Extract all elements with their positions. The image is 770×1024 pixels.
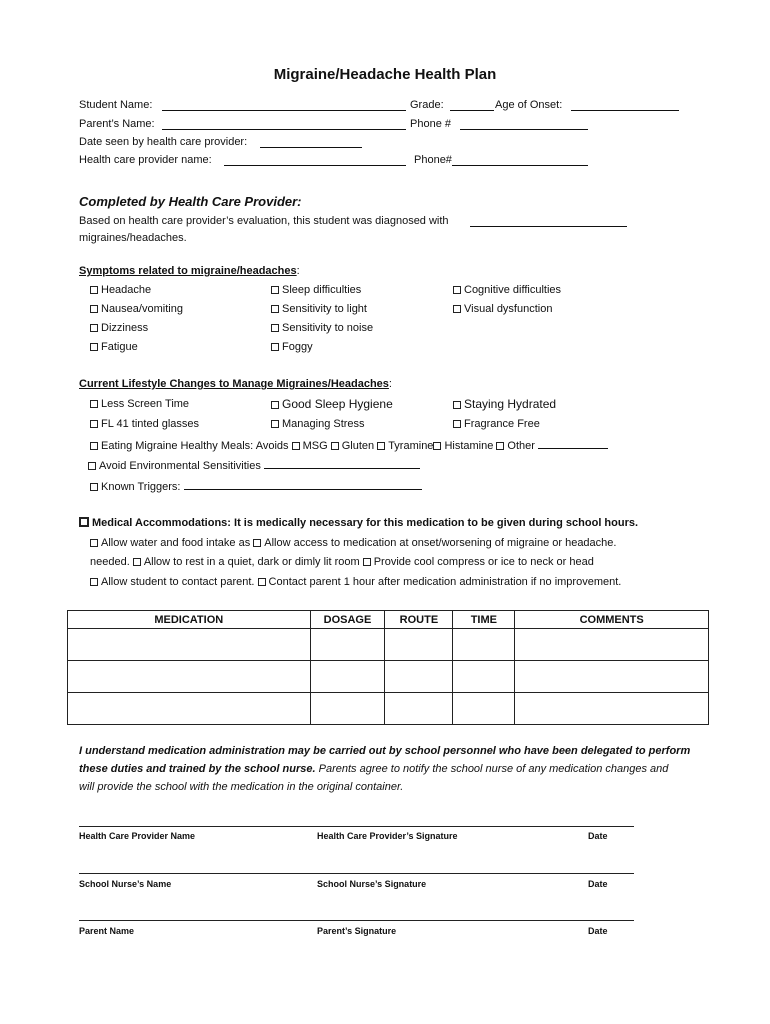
lifestyle-hydrated[interactable] <box>453 397 556 411</box>
checkbox-icon[interactable] <box>453 286 461 294</box>
diagnosis-text: Based on health care provider’s evaluation, this student was diagnosed with <box>79 215 449 227</box>
provider-signature-caption: Health Care Provider’s Signature <box>317 831 458 841</box>
table-cell[interactable] <box>310 693 385 725</box>
parent-date-caption: Date <box>588 926 608 936</box>
lifestyle-heading <box>79 378 392 390</box>
provider-section-heading: Completed by Health Care Provider: <box>79 194 302 209</box>
contact-hour-label: Contact parent 1 hour after medication administration if no improvement. <box>268 576 622 588</box>
nurse-signature-caption: School Nurse’s Signature <box>317 879 427 889</box>
table-row <box>68 629 709 661</box>
table-cell[interactable] <box>68 661 311 693</box>
nurse-date-caption: Date <box>588 879 608 889</box>
statement-normal: Parents agree to notify the school nurse of any medication changes and <box>315 763 669 775</box>
parents-name-field[interactable] <box>162 129 406 130</box>
gluten-label: Gluten <box>341 440 375 452</box>
symptom-label: Cognitive difficulties <box>464 284 562 296</box>
symptom-noise[interactable] <box>271 322 373 334</box>
checkbox-icon[interactable] <box>271 324 279 332</box>
checkbox-icon[interactable] <box>79 517 89 527</box>
lifestyle-label: Fragrance Free <box>464 418 540 430</box>
symptom-dizziness[interactable] <box>90 322 148 334</box>
table-cell[interactable] <box>385 693 453 725</box>
lifestyle-triggers[interactable] <box>90 478 422 493</box>
phone-label: Phone # <box>410 118 451 130</box>
table-cell[interactable] <box>453 629 515 661</box>
checkbox-icon[interactable] <box>496 442 504 450</box>
checkbox-icon[interactable] <box>133 558 141 566</box>
table-cell[interactable] <box>310 629 385 661</box>
symptoms-heading-text: Symptoms related to migraine/headaches <box>79 265 297 277</box>
provider-name-caption: Health Care Provider Name <box>79 831 196 841</box>
checkbox-icon[interactable] <box>90 420 98 428</box>
tyramine-label: Tyramine <box>388 440 434 452</box>
water-label: Allow water and food intake as <box>101 537 251 549</box>
table-cell[interactable] <box>515 693 709 725</box>
grade-label: Grade: <box>410 99 444 111</box>
checkbox-icon[interactable] <box>90 286 98 294</box>
table-cell[interactable] <box>453 693 515 725</box>
table-cell[interactable] <box>385 629 453 661</box>
date-seen-label: Date seen by health care provider: <box>79 136 248 148</box>
phone2-label: Phone# <box>414 154 452 166</box>
symptoms-heading-colon: : <box>296 265 300 277</box>
lifestyle-less-screen[interactable] <box>90 398 189 410</box>
table-cell[interactable] <box>515 661 709 693</box>
symptom-foggy[interactable] <box>271 341 313 353</box>
statement-line-1: I understand medication administration may be carried out by school personnel who have been delegated to perform <box>79 745 691 757</box>
table-header-row <box>68 611 709 629</box>
compress-label: Provide cool compress or ice to neck or head <box>373 556 594 568</box>
symptom-light[interactable] <box>271 303 367 315</box>
lifestyle-meals[interactable] <box>90 437 608 452</box>
table-cell[interactable] <box>68 693 311 725</box>
checkbox-icon[interactable] <box>453 401 461 409</box>
provider-date-caption: Date <box>588 831 608 841</box>
checkbox-icon[interactable] <box>90 305 98 313</box>
checkbox-icon[interactable] <box>90 578 98 586</box>
table-row <box>68 693 709 725</box>
checkbox-icon[interactable] <box>331 442 339 450</box>
table-row <box>68 661 709 693</box>
phone-field[interactable] <box>460 129 588 130</box>
symptom-label: Visual dysfunction <box>464 303 553 315</box>
checkbox-icon[interactable] <box>271 286 279 294</box>
lifestyle-heading-text: Current Lifestyle Changes to Manage Migraines/Headaches <box>79 378 389 390</box>
checkbox-icon[interactable] <box>453 420 461 428</box>
checkbox-icon[interactable] <box>90 483 98 491</box>
medication-table <box>67 610 709 725</box>
symptom-label: Sensitivity to noise <box>282 322 374 334</box>
checkbox-icon[interactable] <box>90 343 98 351</box>
symptom-label: Dizziness <box>101 322 149 334</box>
symptom-visual[interactable] <box>453 303 552 315</box>
lifestyle-heading-colon: : <box>388 378 392 390</box>
needed-label: needed. <box>90 556 130 568</box>
access-label: Allow access to medication at onset/worsening of migraine or headache. <box>264 537 617 549</box>
msg-label: MSG <box>302 440 328 452</box>
checkbox-icon[interactable] <box>258 578 266 586</box>
symptom-label: Foggy <box>282 341 313 353</box>
rest-label: Allow to rest in a quiet, dark or dimly lit room <box>143 556 360 568</box>
student-name-field[interactable] <box>162 110 406 111</box>
symptom-nausea[interactable] <box>90 303 183 315</box>
checkbox-icon[interactable] <box>292 442 300 450</box>
lifestyle-fragrance[interactable] <box>453 418 540 430</box>
signature-line-parent[interactable] <box>79 920 634 921</box>
symptoms-heading <box>79 265 300 277</box>
parent-signature-caption: Parent’s Signature <box>317 926 397 936</box>
lifestyle-label: FL 41 tinted glasses <box>101 418 200 430</box>
triggers-label: Known Triggers: <box>101 481 181 493</box>
symptom-label: Headache <box>101 284 152 296</box>
parents-name-label: Parent’s Name: <box>79 118 155 130</box>
accommodations-heading[interactable] <box>79 517 638 529</box>
accommodations-heading-text: Medical Accommodations: It is medically necessary for this medication to be given during school hours. <box>92 517 639 529</box>
table-cell[interactable] <box>453 661 515 693</box>
meals-label: Eating Migraine Healthy Meals: Avoids <box>101 440 289 452</box>
time-header: TIME <box>453 611 515 629</box>
checkbox-icon[interactable] <box>271 420 279 428</box>
date-seen-field[interactable] <box>260 147 362 148</box>
nurse-name-caption: School Nurse’s Name <box>79 879 172 889</box>
lifestyle-stress[interactable] <box>271 418 365 430</box>
signature-line-nurse[interactable] <box>79 873 634 874</box>
lifestyle-label: Less Screen Time <box>101 398 190 410</box>
statement-bold: these duties and trained by the school nurse. <box>79 763 316 775</box>
page-title: Migraine/Headache Health Plan <box>273 66 497 83</box>
dosage-header: DOSAGE <box>310 611 385 629</box>
accommodation-row-1 <box>90 537 616 549</box>
lifestyle-label: Staying Hydrated <box>464 397 557 411</box>
checkbox-icon[interactable] <box>90 324 98 332</box>
medication-header: MEDICATION <box>68 611 311 629</box>
lifestyle-env[interactable] <box>88 457 420 472</box>
student-name-label: Student Name: <box>79 99 153 111</box>
age-of-onset-label: Age of Onset: <box>495 99 563 111</box>
checkbox-icon[interactable] <box>271 401 279 409</box>
checkbox-icon[interactable] <box>377 442 385 450</box>
lifestyle-good-sleep[interactable] <box>271 397 393 411</box>
table-cell[interactable] <box>68 629 311 661</box>
lifestyle-fl41[interactable] <box>90 418 199 430</box>
diagnosis-field[interactable] <box>470 226 627 227</box>
other-field[interactable] <box>538 437 608 449</box>
checkbox-icon[interactable] <box>90 539 98 547</box>
table-cell[interactable] <box>385 661 453 693</box>
symptom-sleep[interactable] <box>271 284 361 296</box>
parent-name-caption: Parent Name <box>79 926 135 936</box>
provider-name-label: Health care provider name: <box>79 154 212 166</box>
symptom-headache[interactable] <box>90 284 151 296</box>
symptom-label: Sensitivity to light <box>282 303 367 315</box>
env-field[interactable] <box>264 457 420 469</box>
env-label: Avoid Environmental Sensitivities <box>99 460 261 472</box>
accommodation-row-3 <box>90 576 621 588</box>
symptom-cognitive[interactable] <box>453 284 561 296</box>
symptom-label: Fatigue <box>101 341 138 353</box>
other-label: Other <box>507 440 535 452</box>
diagnosis-text-2: migraines/headaches. <box>79 232 187 244</box>
table-cell[interactable] <box>515 629 709 661</box>
checkbox-icon[interactable] <box>433 442 441 450</box>
histamine-label: Histamine <box>444 440 494 452</box>
phone2-field[interactable] <box>452 165 588 166</box>
statement-line-2 <box>79 763 668 775</box>
lifestyle-label: Good Sleep Hygiene <box>282 397 393 411</box>
checkbox-icon[interactable] <box>90 442 98 450</box>
symptom-label: Sleep difficulties <box>282 284 362 296</box>
symptom-fatigue[interactable] <box>90 341 138 353</box>
accommodation-row-2 <box>90 556 594 568</box>
provider-name-field[interactable] <box>224 165 406 166</box>
symptom-label: Nausea/vomiting <box>101 303 183 315</box>
checkbox-icon[interactable] <box>271 343 279 351</box>
grade-field[interactable] <box>450 110 494 111</box>
triggers-field[interactable] <box>184 478 422 490</box>
checkbox-icon[interactable] <box>253 539 261 547</box>
route-header: ROUTE <box>385 611 453 629</box>
checkbox-icon[interactable] <box>363 558 371 566</box>
age-of-onset-field[interactable] <box>571 110 679 111</box>
contact-label: Allow student to contact parent. <box>101 576 255 588</box>
checkbox-icon[interactable] <box>453 305 461 313</box>
comments-header: COMMENTS <box>515 611 709 629</box>
signature-line-provider[interactable] <box>79 826 634 827</box>
table-cell[interactable] <box>310 661 385 693</box>
lifestyle-label: Managing Stress <box>282 418 365 430</box>
statement-line-3: will provide the school with the medication in the original container. <box>79 781 404 793</box>
checkbox-icon[interactable] <box>88 462 96 470</box>
checkbox-icon[interactable] <box>90 400 98 408</box>
checkbox-icon[interactable] <box>271 305 279 313</box>
